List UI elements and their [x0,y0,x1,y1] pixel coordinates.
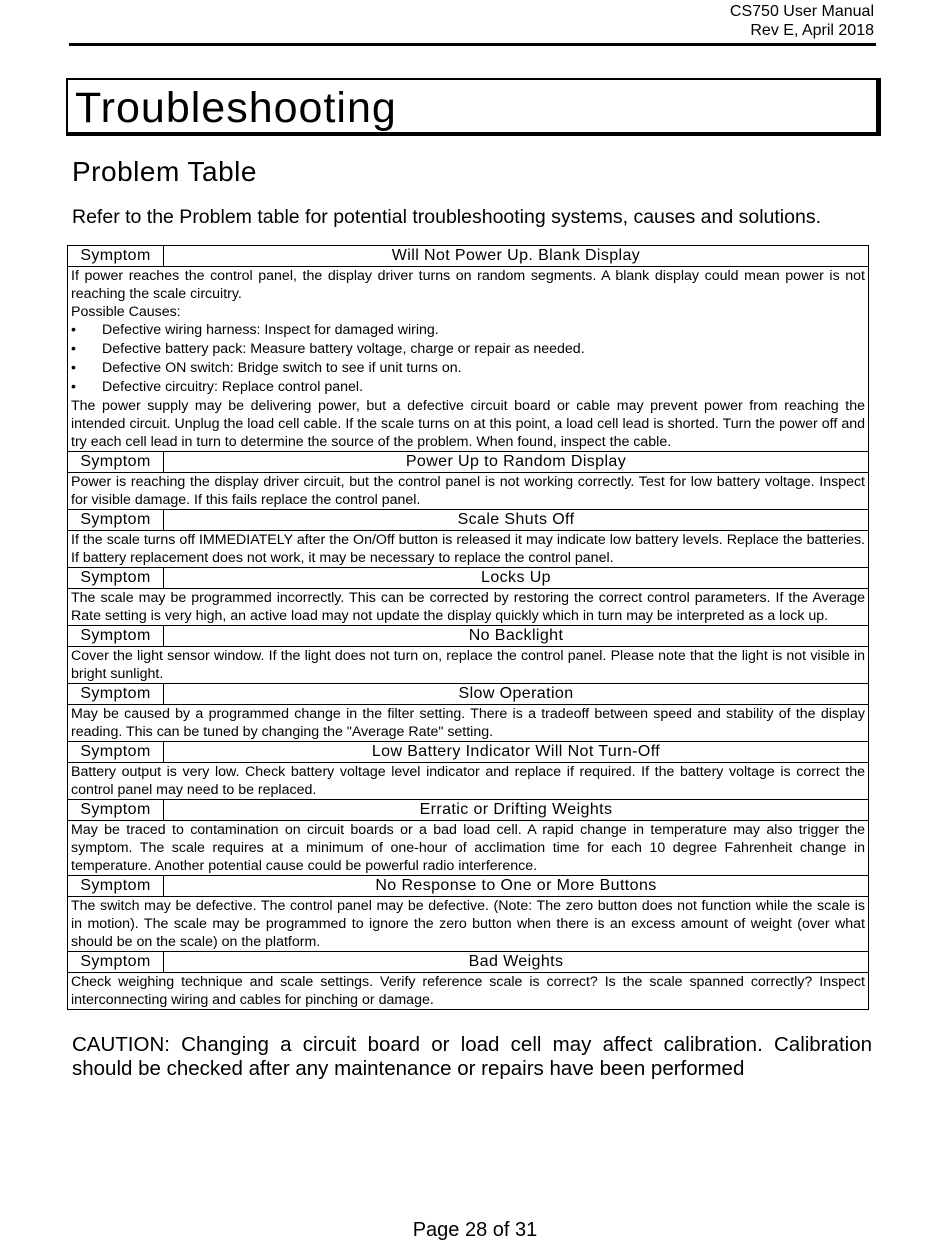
solution-row [68,763,869,800]
list-item: • Defective circuitry: Replace control panel. [71,379,364,395]
causes-list [71,321,865,397]
solution-row [68,705,869,742]
solution-row [68,647,869,684]
list-item: • Defective ON switch: Bridge switch to see if unit turns on. [71,360,462,376]
solution-text: The scale may be programmed incorrectly. This can be corrected by restoring the correct control parameters. If the Average Rate setting is very high, an active load may not update the display quickly which in turn may be interpreted as a lock up. [68,589,869,626]
symptom-row [68,952,869,973]
bullet-icon: • [71,379,76,395]
solution-text: If power reaches the control panel, the display driver turns on random segments. A blank display could mean power is not reaching the scale circuitry. [71,268,865,302]
symptom-title: Bad Weights [164,952,869,973]
page-header [730,2,874,40]
solution-row [68,531,869,568]
solution-row [68,897,869,952]
bullet-icon: • [71,360,76,376]
symptom-label: Symptom [68,952,164,973]
solution-text: Check weighing technique and scale settings. Verify reference scale is correct? Is the scale spanned correctly? Inspect interconnecting wiring and cables for pinching or damage. [68,973,869,1010]
bullet-icon: • [71,322,76,338]
symptom-label: Symptom [68,510,164,531]
symptom-row [68,510,869,531]
bullet-icon: • [71,341,76,357]
symptom-row [68,684,869,705]
problem-table [67,245,869,1010]
symptom-label: Symptom [68,568,164,589]
symptom-title: Slow Operation [164,684,869,705]
list-item: • Defective wiring harness: Inspect for damaged wiring. [71,322,439,338]
symptom-title: Scale Shuts Off [164,510,869,531]
symptom-title: Locks Up [164,568,869,589]
header-rule [69,43,876,46]
solution-row [68,821,869,876]
symptom-title: No Backlight [164,626,869,647]
list-item: • Defective battery pack: Measure battery voltage, charge or repair as needed. [71,341,585,357]
solution-text: The switch may be defective. The control panel may be defective. (Note: The zero button does not function while the scale is in motion). The scale may be programmed to ignore the zero button when there is an excess amount of weight (over what should be on the scale) on the platform. [68,897,869,952]
symptom-row [68,742,869,763]
intro-text: Refer to the Problem table for potential troubleshooting systems, causes and solutions. [72,206,821,228]
page-number: Page 28 of 31 [412,1219,538,1241]
solution-note: The power supply may be delivering power, but a defective circuit board or cable may prevent power from reaching the intended circuit. Unplug the load cell cable. If the scale turns on at this point, a load cell lead is shorted. Turn the power off and try each cell lead in turn to determine the source of the problem. When found, inspect the cable. [71,398,865,450]
symptom-label: Symptom [68,800,164,821]
solution-row [68,589,869,626]
symptom-row [68,452,869,473]
symptom-label: Symptom [68,452,164,473]
symptom-title: No Response to One or More Buttons [164,876,869,897]
solution-text: May be caused by a programmed change in the filter setting. There is a tradeoff between speed and stability of the display reading. This can be tuned by changing the "Average Rate" setting. [68,705,869,742]
solution-text: May be traced to contamination on circuit boards or a bad load cell. A rapid change in temperature may also trigger the symptom. The scale requires at a minimum of one-hour of acclimation time for each 10 degree Fahrenheit change in temperature. Another potential cause could be powerful radio interference. [68,821,869,876]
solution-row [68,973,869,1010]
manual-title: CS750 User Manual [729,3,874,20]
solution-row [68,267,869,452]
symptom-row [68,246,869,267]
chapter-title: Troubleshooting [75,84,397,132]
symptom-label: Symptom [68,626,164,647]
chapter-title-box [66,78,881,136]
symptom-title: Power Up to Random Display [164,452,869,473]
symptom-label: Symptom [68,684,164,705]
symptom-label: Symptom [68,876,164,897]
symptom-title: Will Not Power Up. Blank Display [164,246,869,267]
symptom-row [68,626,869,647]
symptom-label: Symptom [68,742,164,763]
possible-causes-label: Possible Causes: [71,304,181,320]
solution-row [68,473,869,510]
caution-note: CAUTION: Changing a circuit board or load cell may affect calibration. Calibration should be checked after any maintenance or repairs have been performed [72,1033,872,1080]
symptom-label: Symptom [68,246,164,267]
solution-text: Battery output is very low. Check battery voltage level indicator and replace if required. If the battery voltage is correct the control panel may need to be replaced. [68,763,869,800]
symptom-title: Erratic or Drifting Weights [164,800,869,821]
solution-text: Cover the light sensor window. If the light does not turn on, replace the control panel. Please note that the light is not visible in bright sunlight. [68,647,869,684]
symptom-row [68,876,869,897]
solution-cell [68,267,869,452]
symptom-title: Low Battery Indicator Will Not Turn-Off [164,742,869,763]
solution-text: If the scale turns off IMMEDIATELY after the On/Off button is released it may indicate low battery levels. Replace the batteries. If battery replacement does not work, it may be necessary to replace the control panel. [68,531,869,568]
symptom-row [68,568,869,589]
solution-text: Power is reaching the display driver circuit, but the control panel is not working correctly. Test for low battery voltage. Inspect for visible damage. If this fails replace the control panel. [68,473,869,510]
revision-date: Rev E, April 2018 [750,22,874,39]
symptom-row [68,800,869,821]
section-title: Problem Table [72,156,257,187]
